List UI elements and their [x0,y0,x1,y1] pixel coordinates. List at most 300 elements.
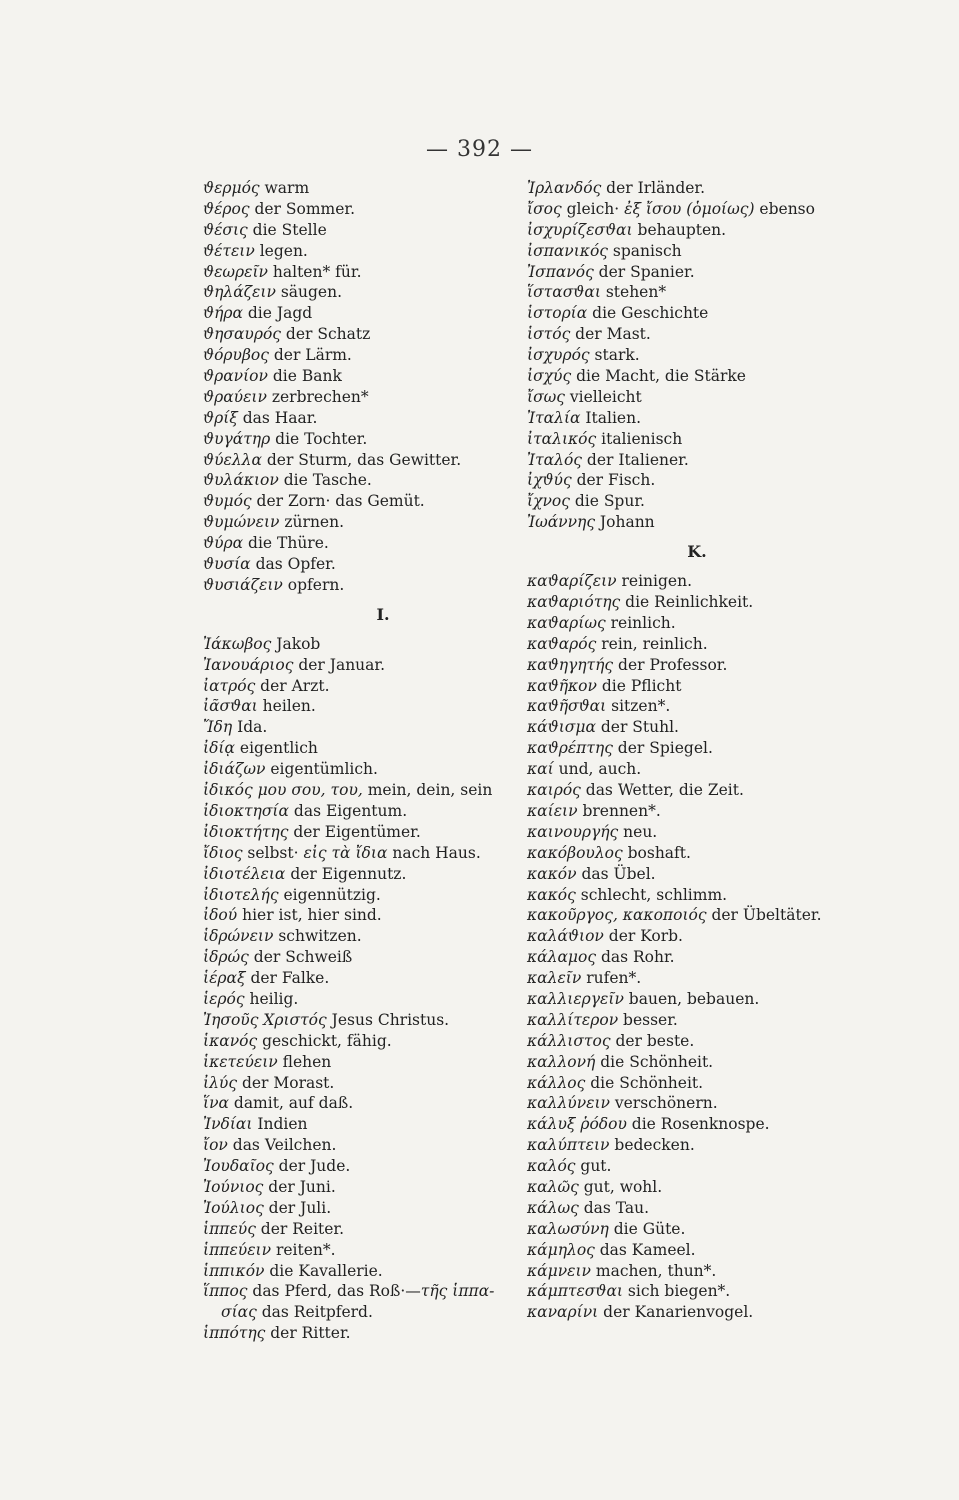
german-gloss: machen, thun*. [590,1261,717,1280]
german-gloss: legen. [254,241,308,260]
dictionary-entry [203,968,523,989]
dictionary-entry [527,717,847,738]
german-gloss: italienisch [596,429,683,448]
dictionary-entry [527,947,847,968]
german-gloss: die Geschichte [587,304,709,323]
german-gloss: verschönern. [609,1094,718,1113]
iota-entries-continued [527,178,847,533]
greek-headword: καινουργής [527,822,619,841]
dictionary-entry [527,512,847,533]
greek-headword: καλλονή [527,1052,596,1071]
dictionary-entry [527,696,847,717]
dictionary-entry [527,366,847,387]
dictionary-entry [203,1240,523,1261]
greek-headword: ϑύελλα [203,450,262,469]
dictionary-entry [527,178,847,199]
german-gloss: die Schönheit. [585,1073,704,1092]
german-gloss: eigennützig. [278,885,381,904]
dictionary-entry [527,801,847,822]
dictionary-entry [527,470,847,491]
greek-headword: ἰᾶσϑαι [203,697,258,716]
dictionary-entry [527,324,847,345]
dictionary-entry [203,491,523,512]
german-gloss: die Bank [267,367,342,386]
greek-headword: Ἰουδαῖος [203,1157,274,1176]
german-gloss: der Reiter. [255,1219,345,1238]
greek-headword: ἰδιοτελής [203,885,279,904]
german-gloss: spanisch [608,241,682,260]
german-gloss: die Tasche. [278,471,372,490]
dictionary-entry [527,220,847,241]
dictionary-entry [203,926,523,947]
dictionary-entry [527,613,847,634]
greek-headword: ἰατρός [203,676,256,695]
german-gloss: die Macht, die Stärke [571,367,746,386]
german-gloss: stehen* [600,283,667,302]
german-gloss: damit, auf daß. [228,1094,354,1113]
german-gloss: der Eigentümer. [288,822,421,841]
dictionary-entry [203,759,523,780]
dictionary-entry [203,324,523,345]
greek-headword: κάμπτεσϑαι [527,1282,623,1301]
dictionary-entry [203,199,523,220]
german-gloss: sitzen*. [606,697,671,716]
german-gloss: mein, dein, sein [362,781,493,800]
greek-headword: καιρός [527,781,581,800]
greek-headword: ἴδιος [203,843,243,862]
greek-headword: Ἰταλία [527,408,581,427]
dictionary-entry [203,843,523,864]
greek-headword: ἰδιοκτησία [203,801,289,820]
german-gloss: der Übeltäter. [706,906,822,925]
german-gloss: das Haar. [237,408,318,427]
dictionary-entry [203,1073,523,1094]
german-gloss: der Spanier. [593,262,695,281]
dictionary-entry [203,366,523,387]
greek-headword: καλεῖν [527,969,582,988]
greek-headword: ἰδιάζων [203,760,266,779]
greek-headword: ϑόρυβος [203,346,269,365]
dictionary-entry [527,864,847,885]
dictionary-entry [203,512,523,533]
dictionary-entry [203,696,523,717]
dictionary-entry [203,1323,523,1344]
german-gloss: die Tochter. [270,429,368,448]
german-gloss: säugen. [275,283,343,302]
dictionary-entry [203,178,523,199]
greek-headword: κάλλιστος [527,1031,611,1050]
dictionary-entry [527,822,847,843]
german-gloss: Italien. [580,408,642,427]
german-gloss: schlecht, schlimm. [575,885,728,904]
dictionary-entry [527,1302,847,1323]
greek-headword: ϑρανίον [203,367,268,386]
greek-headword: ϑυμός [203,492,252,511]
greek-headword: ἱέραξ [203,969,246,988]
dictionary-entry [203,864,523,885]
dictionary-entry [203,450,523,471]
dictionary-entry [203,780,523,801]
left-column [203,178,523,1344]
page-number: — 392 — [426,137,533,162]
dictionary-entry [203,905,523,926]
german-gloss: zürnen. [279,513,345,532]
greek-headword: ἰσχυρίζεσϑαι [527,220,633,239]
dictionary-entry [527,1114,847,1135]
german-gloss: der Sommer. [249,199,356,218]
dictionary-entry [203,1281,523,1302]
german-gloss: das Reitpferd. [256,1303,373,1322]
greek-headword: ἱκετεύειν [203,1052,278,1071]
german-gloss: die Thüre. [243,534,329,553]
dictionary-entry [527,926,847,947]
german-gloss: das Opfer. [250,555,336,574]
german-gloss-extra: nach Haus. [387,843,481,862]
german-gloss: heilig. [244,989,299,1008]
german-gloss: Jesus Christus. [326,1010,450,1029]
greek-headword: καλός [527,1157,576,1176]
dictionary-entry [527,1281,847,1302]
german-gloss: flehen [277,1052,332,1071]
greek-headword: ἱστορία [527,304,588,323]
german-gloss: die Spur. [569,492,645,511]
greek-headword: κάλλος [527,1073,586,1092]
greek-headword: ϑυγάτηρ [203,429,271,448]
german-gloss: hier ist, hier sind. [237,906,382,925]
greek-headword: ϑυμώνειν [203,513,280,532]
dictionary-entry [203,241,523,262]
greek-headword: καϑαρίζειν [527,572,617,591]
dictionary-entry [527,1219,847,1240]
greek-headword: καϑαρός [527,634,597,653]
german-gloss: boshaft. [622,843,691,862]
german-gloss: der Lärm. [268,346,352,365]
greek-headword: ἱστός [527,325,571,344]
dictionary-entry [203,1219,523,1240]
german-gloss: bauen, bebauen. [623,989,760,1008]
greek-headword: ἰσπανικός [527,241,608,260]
greek-headword: ϑυλάκιον [203,471,279,490]
greek-headword: ἱππεύς [203,1219,256,1238]
greek-headword: Ἰούνιος [203,1177,264,1196]
greek-phrase: ἐξ ἴσου (ὁμοίως) [624,199,755,218]
dictionary-entry [527,843,847,864]
dictionary-entry [527,885,847,906]
greek-headword: κάλαμος [527,948,597,967]
greek-headword: κακόβουλος [527,843,623,862]
dictionary-entry [527,905,847,926]
dictionary-entry [203,282,523,303]
dictionary-entry [203,738,523,759]
greek-headword: Ἰούλιος [203,1198,264,1217]
greek-headword: κάμηλος [527,1240,595,1259]
greek-headword: ἰδιοτέλεια [203,864,286,883]
german-gloss: zerbrechen* [266,387,369,406]
german-gloss: das Veilchen. [227,1136,337,1155]
greek-headword: ϑέσις [203,220,248,239]
german-gloss: der Mast. [570,325,651,344]
dictionary-entry [203,801,523,822]
greek-headword: ϑέτειν [203,241,255,260]
german-gloss: der Jude. [273,1157,351,1176]
dictionary-entry [527,1031,847,1052]
iota-entries [203,634,523,1344]
greek-headword: κάϑισμα [527,718,596,737]
greek-headword: ἱκανός [203,1031,258,1050]
greek-headword: ϑύρα [203,534,244,553]
dictionary-entry [203,717,523,738]
dictionary-entry [527,199,847,220]
german-gloss: das Pferd, das Roß·— [247,1282,421,1301]
german-gloss: der Schweiß [248,948,353,967]
greek-headword: κακοῦργος, κακοποιός [527,906,707,925]
greek-headword: Ἰάκωβος [203,634,272,653]
german-gloss: der Morast. [237,1073,335,1092]
greek-headword: ϑρίξ [203,408,238,427]
german-gloss: Jakob [271,634,321,653]
dictionary-entry [203,533,523,554]
greek-headword: ϑυσιάζειν [203,575,283,594]
dictionary-entry [203,1261,523,1282]
german-gloss: das Übel. [576,864,656,883]
dictionary-entry [527,282,847,303]
dictionary-entry [203,1093,523,1114]
greek-headword: ἴσως [527,387,565,406]
greek-headword: καλῶς [527,1177,579,1196]
dictionary-entry [527,738,847,759]
dictionary-entry [527,968,847,989]
german-gloss: Johann [595,513,655,532]
greek-headword: ἱερός [203,989,245,1008]
german-gloss: geschickt, fähig. [257,1031,392,1050]
dictionary-entry [203,429,523,450]
german-gloss: selbst· [242,843,304,862]
dictionary-entry [527,592,847,613]
greek-headword: Ἰρλανδός [527,179,602,197]
german-gloss: und, auch. [553,760,642,779]
greek-headword: καϑηγητής [527,655,614,674]
german-gloss: Ida. [232,718,268,737]
greek-headword: καί [527,760,554,779]
greek-headword: ἰσχυρός [527,346,590,365]
dictionary-entry [527,1156,847,1177]
dictionary-entry [203,1114,523,1135]
dictionary-entry [203,655,523,676]
dictionary-entry [203,1177,523,1198]
german-gloss: die Schönheit. [595,1052,714,1071]
greek-headword: ἰδού [203,906,238,925]
german-gloss: der Januar. [293,655,386,674]
dictionary-entry [527,345,847,366]
german-gloss: der Irländer. [601,179,706,197]
greek-headword: Ἰανουάριος [203,655,294,674]
dictionary-entry [203,1302,523,1323]
german-gloss: heilen. [257,697,316,716]
dictionary-entry [203,470,523,491]
german-gloss: der Juli. [263,1198,332,1217]
german-gloss: das Eigentum. [288,801,408,820]
greek-headword: ἰδίᾳ [203,739,235,758]
german-gloss: der Juni. [263,1177,336,1196]
dictionary-entry [203,345,523,366]
greek-phrase: εἰς τὰ ἴδια [303,843,388,862]
greek-headword: ἰσχύς [527,367,572,386]
dictionary-entry [527,1010,847,1031]
german-gloss: eigentlich [234,739,318,758]
greek-headword: ἱππεύειν [203,1240,272,1259]
dictionary-entry [527,1073,847,1094]
dictionary-entry [527,387,847,408]
german-gloss: schwitzen. [273,927,362,946]
dictionary-entry [203,303,523,324]
german-gloss: der Schatz [280,325,371,344]
german-gloss: reinlich. [605,613,676,632]
dictionary-entry [527,759,847,780]
german-gloss: die Güte. [608,1219,686,1238]
german-gloss: die Reinlichkeit. [620,593,754,612]
german-gloss: der Eigennutz. [285,864,407,883]
greek-headword: καλλιεργεῖν [527,989,624,1008]
dictionary-entry [203,1052,523,1073]
greek-headword: καϑῆκον [527,676,597,695]
greek-headword: σίας [221,1303,257,1322]
dictionary-entry [203,408,523,429]
greek-headword: ϑηλάζειν [203,283,276,302]
german-gloss: Indien [252,1115,308,1134]
greek-headword: καϑαρίως [527,613,606,632]
dictionary-entry [203,1031,523,1052]
greek-headword: ἵππος [203,1282,248,1301]
german-gloss: halten* für. [267,262,362,281]
dictionary-entry [203,1135,523,1156]
german-gloss: brennen*. [577,801,661,820]
german-gloss: die Stelle [247,220,327,239]
dictionary-entry [527,1093,847,1114]
dictionary-entry [527,676,847,697]
greek-headword: ϑεωρεῖν [203,262,268,281]
greek-headword: καναρίνι [527,1303,599,1322]
german-gloss: gut. [575,1157,612,1176]
german-gloss: der Arzt. [255,676,330,695]
german-gloss: der Stuhl. [595,718,679,737]
greek-phrase: τῆς ἱππα- [420,1282,495,1301]
german-gloss: warm [259,179,310,197]
dictionary-entry [527,571,847,592]
dictionary-entry [203,220,523,241]
german-gloss: vielleicht [564,387,642,406]
greek-headword: ἱππότης [203,1324,266,1343]
dictionary-entry [203,822,523,843]
greek-headword: ἵστασϑαι [527,283,601,302]
greek-headword: ἱππικόν [203,1261,265,1280]
greek-headword: ἰχϑύς [527,471,572,490]
dictionary-entry [527,634,847,655]
greek-headword: ϑήρα [203,304,243,323]
greek-headword: ἰδιοκτήτης [203,822,289,841]
greek-headword: ἵνα [203,1094,229,1113]
dictionary-entry [527,1135,847,1156]
greek-headword: Ἰταλός [527,450,582,469]
german-gloss: stark. [589,346,640,365]
dictionary-entry [203,387,523,408]
german-gloss: neu. [618,822,658,841]
german-gloss: rein, reinlich. [596,634,708,653]
german-gloss: besser. [618,1010,678,1029]
german-gloss: reinigen. [616,572,693,591]
greek-headword: καλλύνειν [527,1094,610,1113]
greek-headword: καίειν [527,801,578,820]
dictionary-entry [527,303,847,324]
dictionary-entry [527,262,847,283]
german-gloss: der Fisch. [571,471,656,490]
greek-headword: καϑαριότης [527,593,621,612]
greek-headword: ἱδρώς [203,948,249,967]
greek-headword: ἰταλικός [527,429,597,448]
section-heading-kappa: K. [687,542,707,562]
dictionary-entry [527,1052,847,1073]
greek-headword: καλύπτειν [527,1136,610,1155]
german-gloss: die Jagd [242,304,313,323]
german-gloss: gleich· [561,199,625,218]
dictionary-entry [203,1010,523,1031]
greek-headword: καλωσύνη [527,1219,609,1238]
greek-headword: ἴχνος [527,492,570,511]
dictionary-entry [527,450,847,471]
german-gloss: der Professor. [613,655,728,674]
greek-headword: ϑραύειν [203,387,267,406]
dictionary-entry [527,780,847,801]
dictionary-entry [203,676,523,697]
dictionary-entry [527,429,847,450]
german-gloss: der Falke. [245,969,330,988]
german-gloss: der Zorn· das Gemüt. [251,492,425,511]
dictionary-entry [527,1261,847,1282]
german-gloss: eigentümlich. [265,760,378,779]
dictionary-entry [527,989,847,1010]
greek-headword: ἰδικός μου σου, του, [203,781,363,800]
german-gloss: das Tau. [578,1198,650,1217]
german-gloss: der beste. [610,1031,695,1050]
dictionary-entry [203,947,523,968]
greek-headword: Ἴδη [203,718,233,737]
dictionary-entry [527,1177,847,1198]
greek-headword: ἴον [203,1136,228,1155]
dictionary-entry [203,554,523,575]
dictionary-entry [527,1198,847,1219]
greek-headword: Ἰησοῦς Χριστός [203,1010,327,1029]
german-gloss: opfern. [282,575,345,594]
dictionary-entry [203,262,523,283]
german-gloss: die Kavallerie. [264,1261,383,1280]
dictionary-entry [203,1198,523,1219]
right-column [527,178,847,1323]
german-gloss: das Rohr. [596,948,675,967]
kappa-entries [527,571,847,1323]
dictionary-entry [203,1156,523,1177]
german-gloss: sich biegen*. [623,1282,731,1301]
greek-headword: ϑερμός [203,179,260,197]
german-gloss: die Rosenknospe. [626,1115,770,1134]
german-gloss: das Kameel. [594,1240,696,1259]
dictionary-entry [527,408,847,429]
greek-headword: ϑυσία [203,555,251,574]
german-gloss: der Ritter. [265,1324,351,1343]
german-gloss: behaupten. [632,220,727,239]
german-gloss: rufen*. [581,969,642,988]
section-heading-iota: I. [376,604,390,624]
greek-headword: καλάϑιον [527,927,604,946]
dictionary-entry [203,885,523,906]
